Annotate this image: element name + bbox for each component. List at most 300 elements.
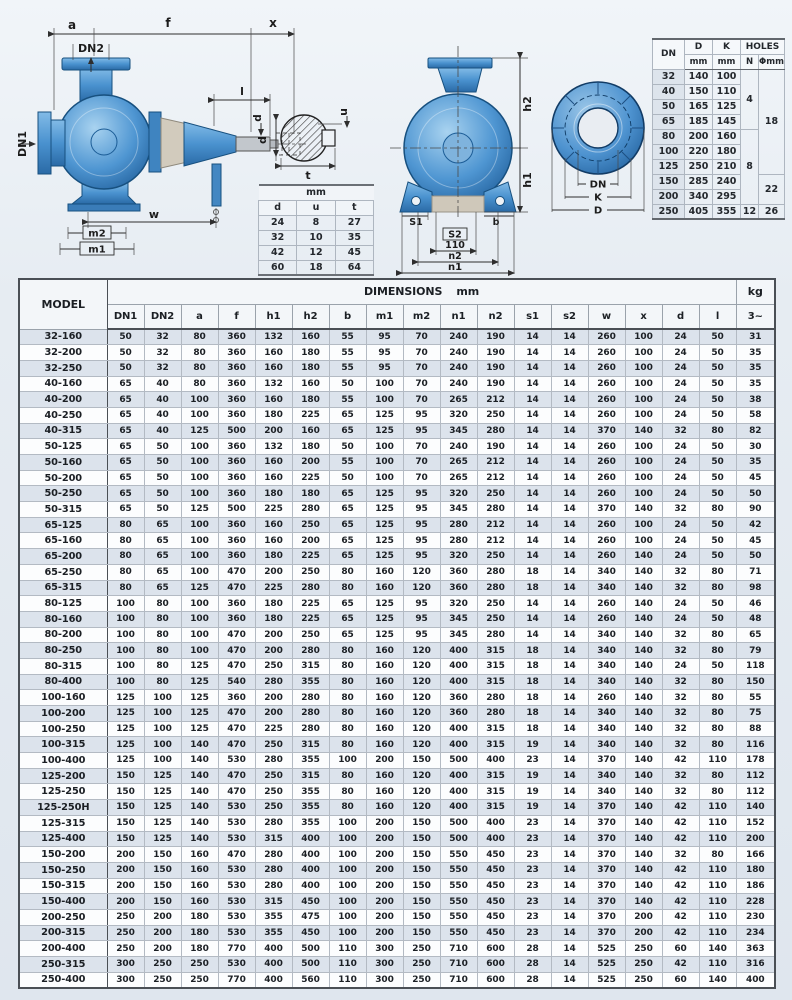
- dim-cell: 400: [292, 862, 329, 878]
- dim-cell: 200: [625, 909, 662, 925]
- dim-cell: 14: [551, 596, 588, 612]
- dim-cell: 14: [551, 643, 588, 659]
- table-row: [19, 392, 775, 408]
- dim-label-n2: n2: [448, 251, 462, 262]
- flange-d-cell: 340: [685, 189, 713, 204]
- dim-cell: 160: [255, 455, 292, 471]
- dim-cell: 500: [292, 941, 329, 957]
- dim-cell: 95: [403, 596, 440, 612]
- table-row: [19, 455, 775, 471]
- dim-cell: 50: [144, 455, 181, 471]
- dim-cell: 212: [477, 455, 514, 471]
- dim-cell: 32: [662, 627, 699, 643]
- flange-header-n: N: [741, 54, 759, 69]
- dim-cell: 100: [181, 533, 218, 549]
- dim-cell: 400: [440, 721, 477, 737]
- dim-cell: 150: [107, 768, 144, 784]
- dim-cell: 160: [366, 643, 403, 659]
- dim-cell: 100: [107, 596, 144, 612]
- dim-cell: 150: [107, 815, 144, 831]
- model-cell: 65-160: [19, 533, 107, 549]
- dim-cell: 370: [588, 862, 625, 878]
- dim-cell: 14: [551, 800, 588, 816]
- kg-cell: 88: [736, 721, 775, 737]
- dim-cell: 360: [218, 486, 255, 502]
- technical-drawings-panel: [0, 0, 792, 278]
- dim-cell: 315: [477, 658, 514, 674]
- dim-cell: 225: [292, 470, 329, 486]
- dim-cell: 14: [551, 345, 588, 361]
- dim-cell: 180: [181, 941, 218, 957]
- dim-cell: 24: [662, 596, 699, 612]
- dim-cell: 95: [403, 517, 440, 533]
- dim-cell: 140: [699, 972, 736, 988]
- dim-cell: 42: [662, 862, 699, 878]
- dim-cell: 32: [662, 564, 699, 580]
- dim-cell: 140: [625, 847, 662, 863]
- kg-cell: 45: [736, 470, 775, 486]
- dim-cell: 100: [107, 627, 144, 643]
- col-header-l: l: [699, 304, 736, 329]
- dim-cell: 125: [144, 768, 181, 784]
- dim-cell: 320: [440, 596, 477, 612]
- dim-cell: 28: [514, 972, 551, 988]
- dim-cell: 100: [144, 690, 181, 706]
- model-cell: 50-125: [19, 439, 107, 455]
- dim-cell: 100: [329, 847, 366, 863]
- dim-cell: 340: [588, 658, 625, 674]
- dim-cell: 32: [662, 580, 699, 596]
- dim-cell: 200: [292, 455, 329, 471]
- dim-cell: 65: [329, 423, 366, 439]
- shaft-cell: 27: [335, 215, 373, 230]
- dim-cell: 95: [403, 423, 440, 439]
- dim-cell: 160: [366, 564, 403, 580]
- dim-cell: 24: [662, 392, 699, 408]
- model-cell: 100-200: [19, 706, 107, 722]
- dim-cell: 200: [366, 753, 403, 769]
- dim-cell: 280: [292, 643, 329, 659]
- dim-cell: 400: [440, 658, 477, 674]
- dim-cell: 100: [366, 376, 403, 392]
- dim-cell: 125: [366, 596, 403, 612]
- dim-cell: 250: [477, 549, 514, 565]
- dim-cell: 100: [181, 517, 218, 533]
- dim-cell: 250: [403, 972, 440, 988]
- flange-d-cell: 140: [685, 69, 713, 84]
- dim-cell: 250: [107, 925, 144, 941]
- dim-cell: 100: [181, 564, 218, 580]
- dim-cell: 14: [551, 407, 588, 423]
- dim-cell: 260: [588, 345, 625, 361]
- dim-cell: 14: [551, 470, 588, 486]
- dim-cell: 65: [329, 502, 366, 518]
- dim-cell: 250: [292, 564, 329, 580]
- dim-cell: 315: [477, 768, 514, 784]
- dim-cell: 360: [218, 549, 255, 565]
- dim-cell: 125: [366, 549, 403, 565]
- dim-cell: 120: [403, 800, 440, 816]
- table-row: [19, 658, 775, 674]
- dim-cell: 140: [625, 580, 662, 596]
- dim-cell: 315: [292, 768, 329, 784]
- dim-cell: 95: [403, 407, 440, 423]
- table-row: [19, 894, 775, 910]
- dim-cell: 355: [292, 784, 329, 800]
- dim-cell: 125: [181, 674, 218, 690]
- dim-cell: 55: [329, 345, 366, 361]
- dim-cell: 180: [292, 345, 329, 361]
- dim-cell: 70: [403, 376, 440, 392]
- dim-cell: 14: [551, 815, 588, 831]
- model-cell: 50-250: [19, 486, 107, 502]
- dim-cell: 60: [662, 941, 699, 957]
- dim-cell: 14: [551, 329, 588, 345]
- dim-cell: 100: [181, 439, 218, 455]
- shaft-cell: 18: [297, 260, 335, 275]
- dim-cell: 470: [218, 737, 255, 753]
- dim-cell: 200: [107, 878, 144, 894]
- dim-cell: 80: [699, 674, 736, 690]
- dim-cell: 260: [588, 455, 625, 471]
- dim-cell: 250: [181, 957, 218, 973]
- dim-cell: 140: [181, 753, 218, 769]
- dim-cell: 23: [514, 753, 551, 769]
- dim-cell: 14: [551, 909, 588, 925]
- kg-cell: 180: [736, 862, 775, 878]
- model-cell: 100-315: [19, 737, 107, 753]
- dim-cell: 200: [144, 941, 181, 957]
- dim-cell: 100: [366, 392, 403, 408]
- flange-header-k-unit: mm: [713, 54, 741, 69]
- dim-cell: 125: [181, 658, 218, 674]
- shaft-cell: 32: [259, 230, 297, 245]
- dim-cell: 32: [662, 847, 699, 863]
- dim-cell: 50: [699, 517, 736, 533]
- dim-cell: 18: [514, 674, 551, 690]
- dim-cell: 370: [588, 815, 625, 831]
- dim-cell: 14: [551, 894, 588, 910]
- dim-cell: 100: [181, 549, 218, 565]
- dim-cell: 550: [440, 847, 477, 863]
- dim-cell: 110: [699, 800, 736, 816]
- dim-cell: 125: [181, 423, 218, 439]
- shaft-table-row: [259, 245, 374, 260]
- dim-cell: 180: [255, 596, 292, 612]
- dim-cell: 65: [107, 407, 144, 423]
- dim-cell: 470: [218, 643, 255, 659]
- dim-cell: 340: [588, 768, 625, 784]
- col-header-DN1: DN1: [107, 304, 144, 329]
- dim-cell: 150: [403, 815, 440, 831]
- table-row: [19, 878, 775, 894]
- dim-cell: 80: [329, 643, 366, 659]
- dim-cell: 125: [181, 721, 218, 737]
- kg-cell: 234: [736, 925, 775, 941]
- dim-cell: 345: [440, 423, 477, 439]
- dim-cell: 132: [255, 376, 292, 392]
- dim-cell: 200: [107, 847, 144, 863]
- shaft-cell: 45: [335, 245, 373, 260]
- dim-cell: 180: [255, 486, 292, 502]
- dim-cell: 340: [588, 674, 625, 690]
- col-header-s1: s1: [514, 304, 551, 329]
- dim-cell: 770: [218, 972, 255, 988]
- table-row: [19, 862, 775, 878]
- dim-cell: 180: [255, 611, 292, 627]
- dim-cell: 14: [514, 407, 551, 423]
- dim-label-s2: S2: [448, 229, 462, 241]
- dim-cell: 14: [514, 439, 551, 455]
- shaft-section-drawing: [252, 96, 362, 182]
- dim-cell: 125: [366, 407, 403, 423]
- table-row: [19, 580, 775, 596]
- kg-cell: 118: [736, 658, 775, 674]
- dim-cell: 260: [588, 690, 625, 706]
- model-cell: 250-315: [19, 957, 107, 973]
- kg-cell: 58: [736, 407, 775, 423]
- dim-cell: 125: [181, 690, 218, 706]
- dim-cell: 315: [477, 674, 514, 690]
- dim-cell: 100: [625, 329, 662, 345]
- dim-cell: 32: [662, 706, 699, 722]
- dim-cell: 280: [292, 721, 329, 737]
- dim-cell: 80: [329, 690, 366, 706]
- dim-cell: 14: [551, 423, 588, 439]
- dim-cell: 65: [144, 549, 181, 565]
- dim-cell: 110: [699, 878, 736, 894]
- dim-cell: 24: [662, 329, 699, 345]
- dim-cell: 100: [329, 862, 366, 878]
- dim-cell: 180: [292, 360, 329, 376]
- dim-cell: 400: [292, 847, 329, 863]
- dim-cell: 265: [440, 392, 477, 408]
- model-cell: 32-200: [19, 345, 107, 361]
- dim-cell: 14: [551, 784, 588, 800]
- flange-k-cell: 355: [713, 204, 741, 219]
- dim-cell: 190: [477, 376, 514, 392]
- dim-cell: 340: [588, 706, 625, 722]
- dim-cell: 340: [588, 721, 625, 737]
- dim-cell: 360: [218, 407, 255, 423]
- dim-cell: 14: [514, 627, 551, 643]
- dim-cell: 240: [440, 360, 477, 376]
- dim-cell: 150: [144, 847, 181, 863]
- dim-cell: 100: [181, 596, 218, 612]
- dim-cell: 65: [329, 486, 366, 502]
- main-table-section: [0, 278, 792, 989]
- flange-k-cell: 145: [713, 114, 741, 129]
- dim-cell: 19: [514, 768, 551, 784]
- dim-cell: 100: [625, 376, 662, 392]
- dim-cell: 14: [551, 580, 588, 596]
- dim-cell: 18: [514, 643, 551, 659]
- dim-cell: 150: [403, 925, 440, 941]
- dim-cell: 42: [662, 815, 699, 831]
- table-row: [19, 941, 775, 957]
- dim-cell: 14: [514, 423, 551, 439]
- dim-cell: 50: [699, 658, 736, 674]
- dim-cell: 150: [107, 831, 144, 847]
- col-header-n1: n1: [440, 304, 477, 329]
- dim-cell: 260: [588, 533, 625, 549]
- dim-cell: 450: [292, 894, 329, 910]
- dim-cell: 50: [699, 611, 736, 627]
- dim-cell: 100: [107, 611, 144, 627]
- dim-cell: 160: [255, 533, 292, 549]
- dim-cell: 140: [625, 768, 662, 784]
- dim-cell: 80: [699, 564, 736, 580]
- dim-cell: 14: [514, 470, 551, 486]
- dim-cell: 200: [144, 909, 181, 925]
- dim-cell: 65: [144, 533, 181, 549]
- dim-cell: 212: [477, 470, 514, 486]
- dim-cell: 100: [625, 517, 662, 533]
- dim-cell: 70: [403, 345, 440, 361]
- dim-cell: 355: [292, 815, 329, 831]
- model-cell: 80-200: [19, 627, 107, 643]
- dim-cell: 160: [181, 894, 218, 910]
- dim-cell: 80: [699, 580, 736, 596]
- dim-cell: 14: [551, 627, 588, 643]
- flange-dn-cell: 40: [653, 84, 685, 99]
- dim-cell: 95: [403, 533, 440, 549]
- dim-cell: 125: [181, 580, 218, 596]
- dim-label-b: b: [492, 217, 500, 228]
- dim-cell: 100: [625, 470, 662, 486]
- flange-d-cell: 220: [685, 144, 713, 159]
- kg-cell: 112: [736, 768, 775, 784]
- dim-cell: 55: [329, 329, 366, 345]
- shaft-table-row: [259, 260, 374, 275]
- dim-cell: 23: [514, 831, 551, 847]
- flange-dn-cell: 80: [653, 129, 685, 144]
- dim-cell: 160: [366, 784, 403, 800]
- model-cell: 40-315: [19, 423, 107, 439]
- dim-cell: 315: [477, 784, 514, 800]
- dim-cell: 32: [144, 360, 181, 376]
- dim-cell: 250: [107, 909, 144, 925]
- dim-cell: 265: [440, 470, 477, 486]
- dim-cell: 450: [477, 925, 514, 941]
- dim-cell: 80: [329, 784, 366, 800]
- dim-cell: 300: [107, 972, 144, 988]
- dimensions-header-unit: mm: [456, 285, 480, 299]
- shaft-col-header-d: d: [259, 200, 297, 215]
- dim-cell: 40: [144, 376, 181, 392]
- flange-table-row: [653, 204, 785, 219]
- dim-cell: 265: [440, 455, 477, 471]
- dim-cell: 530: [218, 957, 255, 973]
- dim-cell: 450: [477, 878, 514, 894]
- pump-dimensions-table: [18, 278, 776, 989]
- dim-cell: 140: [625, 831, 662, 847]
- dim-cell: 530: [218, 753, 255, 769]
- dim-cell: 370: [588, 800, 625, 816]
- dim-cell: 14: [551, 611, 588, 627]
- dim-cell: 100: [329, 925, 366, 941]
- dim-cell: 200: [366, 909, 403, 925]
- dim-cell: 18: [514, 658, 551, 674]
- dim-cell: 160: [255, 392, 292, 408]
- dim-cell: 190: [477, 329, 514, 345]
- dim-cell: 340: [588, 737, 625, 753]
- dim-cell: 125: [366, 611, 403, 627]
- dim-cell: 70: [403, 360, 440, 376]
- dim-cell: 110: [699, 925, 736, 941]
- dim-cell: 470: [218, 784, 255, 800]
- table-row: [19, 831, 775, 847]
- dim-cell: 160: [181, 878, 218, 894]
- model-cell: 125-250H: [19, 800, 107, 816]
- dim-cell: 14: [514, 360, 551, 376]
- model-cell: 50-315: [19, 502, 107, 518]
- table-row: [19, 517, 775, 533]
- dim-cell: 24: [662, 439, 699, 455]
- kg-cell: 316: [736, 957, 775, 973]
- dim-cell: 150: [144, 862, 181, 878]
- dim-cell: 65: [329, 596, 366, 612]
- flange-k-cell: 100: [713, 69, 741, 84]
- dim-cell: 65: [329, 533, 366, 549]
- dim-cell: 280: [255, 753, 292, 769]
- dim-cell: 250: [403, 957, 440, 973]
- dimensions-header-label: DIMENSIONS: [363, 285, 443, 299]
- dim-cell: 530: [218, 800, 255, 816]
- model-cell: 40-160: [19, 376, 107, 392]
- col-header-x: x: [625, 304, 662, 329]
- dim-cell: 80: [699, 690, 736, 706]
- dim-cell: 23: [514, 862, 551, 878]
- dim-cell: 470: [218, 721, 255, 737]
- dim-cell: 250: [255, 784, 292, 800]
- table-row: [19, 768, 775, 784]
- dim-cell: 315: [255, 894, 292, 910]
- table-row: [19, 847, 775, 863]
- dim-cell: 65: [144, 580, 181, 596]
- model-cell: 125-250: [19, 784, 107, 800]
- dim-cell: 355: [292, 674, 329, 690]
- dim-cell: 250: [292, 517, 329, 533]
- dim-cell: 160: [366, 580, 403, 596]
- dim-cell: 80: [699, 847, 736, 863]
- dim-cell: 160: [366, 768, 403, 784]
- dim-cell: 340: [588, 580, 625, 596]
- dim-cell: 100: [329, 894, 366, 910]
- dim-cell: 300: [366, 941, 403, 957]
- dim-cell: 80: [144, 627, 181, 643]
- dim-cell: 95: [403, 502, 440, 518]
- dim-cell: 340: [588, 564, 625, 580]
- dim-cell: 100: [625, 533, 662, 549]
- dim-cell: 120: [403, 706, 440, 722]
- dim-cell: 160: [292, 376, 329, 392]
- dim-cell: 450: [477, 847, 514, 863]
- dim-cell: 370: [588, 925, 625, 941]
- dim-cell: 300: [107, 957, 144, 973]
- dim-cell: 200: [366, 878, 403, 894]
- dim-cell: 100: [181, 392, 218, 408]
- dim-cell: 125: [144, 815, 181, 831]
- dim-cell: 80: [181, 360, 218, 376]
- dim-cell: 225: [292, 407, 329, 423]
- dim-cell: 50: [329, 470, 366, 486]
- dim-cell: 280: [255, 878, 292, 894]
- dim-cell: 80: [144, 611, 181, 627]
- dim-cell: 250: [625, 941, 662, 957]
- kg-cell: 140: [736, 800, 775, 816]
- dim-cell: 400: [292, 831, 329, 847]
